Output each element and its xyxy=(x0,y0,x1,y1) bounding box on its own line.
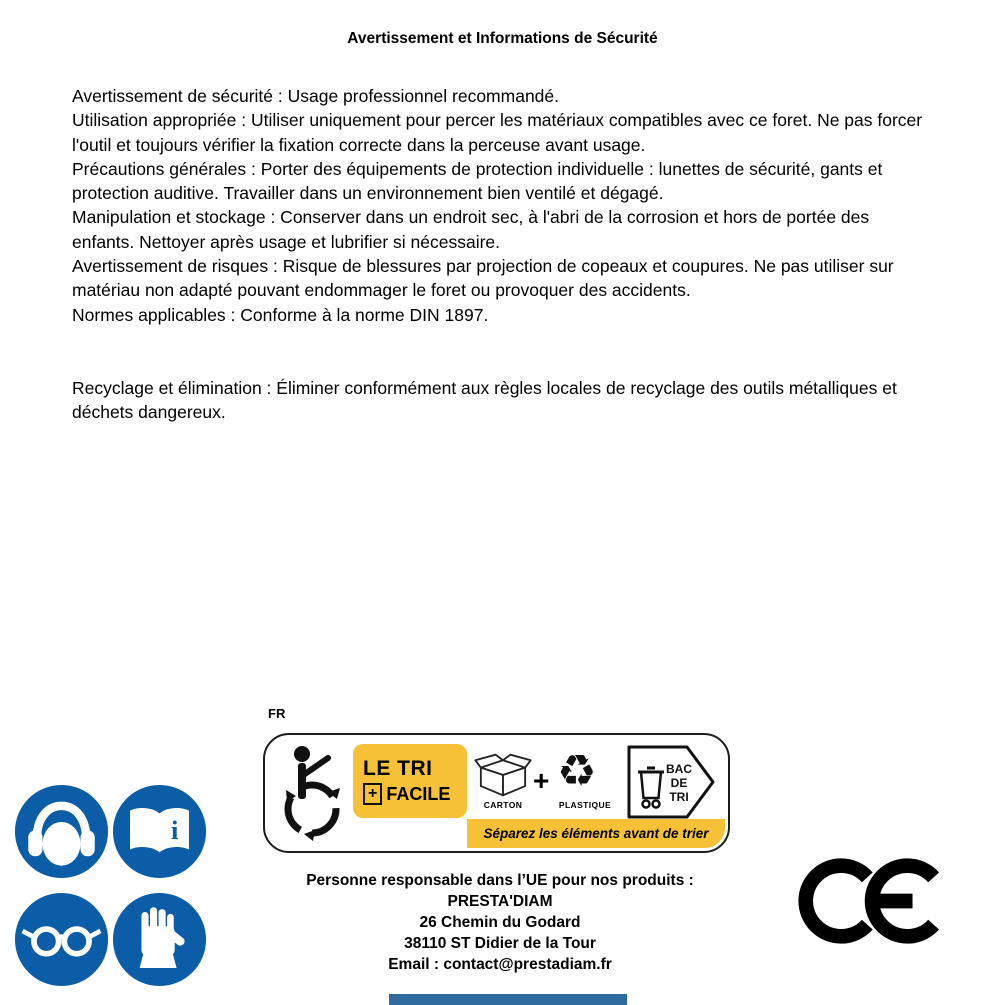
paragraph-handling-storage: Manipulation et stockage : Conserver dans un endroit sec, à l'abri de la corrosion et hors de portée des enfants. Nettoyer après usage et lubrifier si nécessaire. xyxy=(72,207,870,252)
sorting-instruction-strip xyxy=(467,819,725,848)
safety-text-block xyxy=(72,84,934,425)
eye-protection-icon xyxy=(14,892,109,987)
company-name: PRESTA'DIAM xyxy=(447,893,553,910)
triman-recycling-icon xyxy=(277,743,347,843)
carton-box-icon xyxy=(473,751,533,799)
svg-text:i: i xyxy=(171,815,179,846)
country-code-label: FR xyxy=(268,706,286,721)
bac-text-line3: TRI xyxy=(669,790,689,804)
ear-protection-icon xyxy=(14,784,109,879)
paragraph-general-precautions: Précautions générales : Porter des équipements de protection individuelle : lunettes de sécurité, gants et protection auditive. Travailler dans un environnement bien ventilé et dégagé. xyxy=(72,158,883,204)
ppe-pictograms xyxy=(14,784,207,987)
plastique-label: PLASTIQUE xyxy=(558,800,612,810)
responsible-person-block xyxy=(253,870,747,975)
page-title: Avertissement et Informations de Sécurité xyxy=(347,30,658,47)
paragraph-safety-warning: Avertissement de sécurité : Usage professionnel recommandé. xyxy=(72,86,560,106)
waste-bin-icon xyxy=(627,745,715,819)
recycling-triangle-icon: ♻ xyxy=(557,746,597,797)
sorting-instruction-text: Séparez les éléments avant de trier xyxy=(483,826,709,841)
plus-badge: + xyxy=(363,783,382,805)
company-line-intro: Personne responsable dans l’UE pour nos produits : xyxy=(306,872,694,889)
protective-gloves-icon xyxy=(112,892,207,987)
paragraph-standards: Normes applicables : Conforme à la norme DIN 1897. xyxy=(72,304,489,325)
paragraph-recycling: Recyclage et élimination : Éliminer conformément aux règles locales de recyclage des outils métalliques et déchets dangereux. xyxy=(72,377,897,423)
paragraph-proper-use: Utilisation appropriée : Utiliser uniquement pour percer les matériaux compatibles avec ce foret. Ne pas forcer l'outil et toujours vérifier la fixation correcte dans la perceuse avant usage. xyxy=(72,110,923,155)
read-manual-icon xyxy=(112,784,207,879)
le-tri-facile-badge xyxy=(353,744,467,818)
company-address-city: 38110 ST Didier de la Tour xyxy=(404,935,596,952)
tri-label-line1: LE TRI xyxy=(363,757,433,780)
tri-label-line2: FACILE xyxy=(386,783,451,804)
paragraph-risk-warning: Avertissement de risques : Risque de blessures par projection de copeaux et coupures. Ne pas utiliser sur matériau non adapté pouvant endommager le foret ou provoquer des accidents. xyxy=(72,256,894,301)
carton-label: CARTON xyxy=(483,800,523,810)
bac-text-line2: DE xyxy=(670,776,688,790)
ce-mark-icon xyxy=(798,850,953,952)
bottom-blue-bar xyxy=(389,994,627,1005)
company-address-street: 26 Chemin du Godard xyxy=(419,914,581,931)
bac-text-line1: BAC xyxy=(666,762,692,776)
plus-sign: + xyxy=(533,765,550,796)
sorting-info-banner xyxy=(263,733,730,853)
company-email: Email : contact@prestadiam.fr xyxy=(388,956,612,973)
